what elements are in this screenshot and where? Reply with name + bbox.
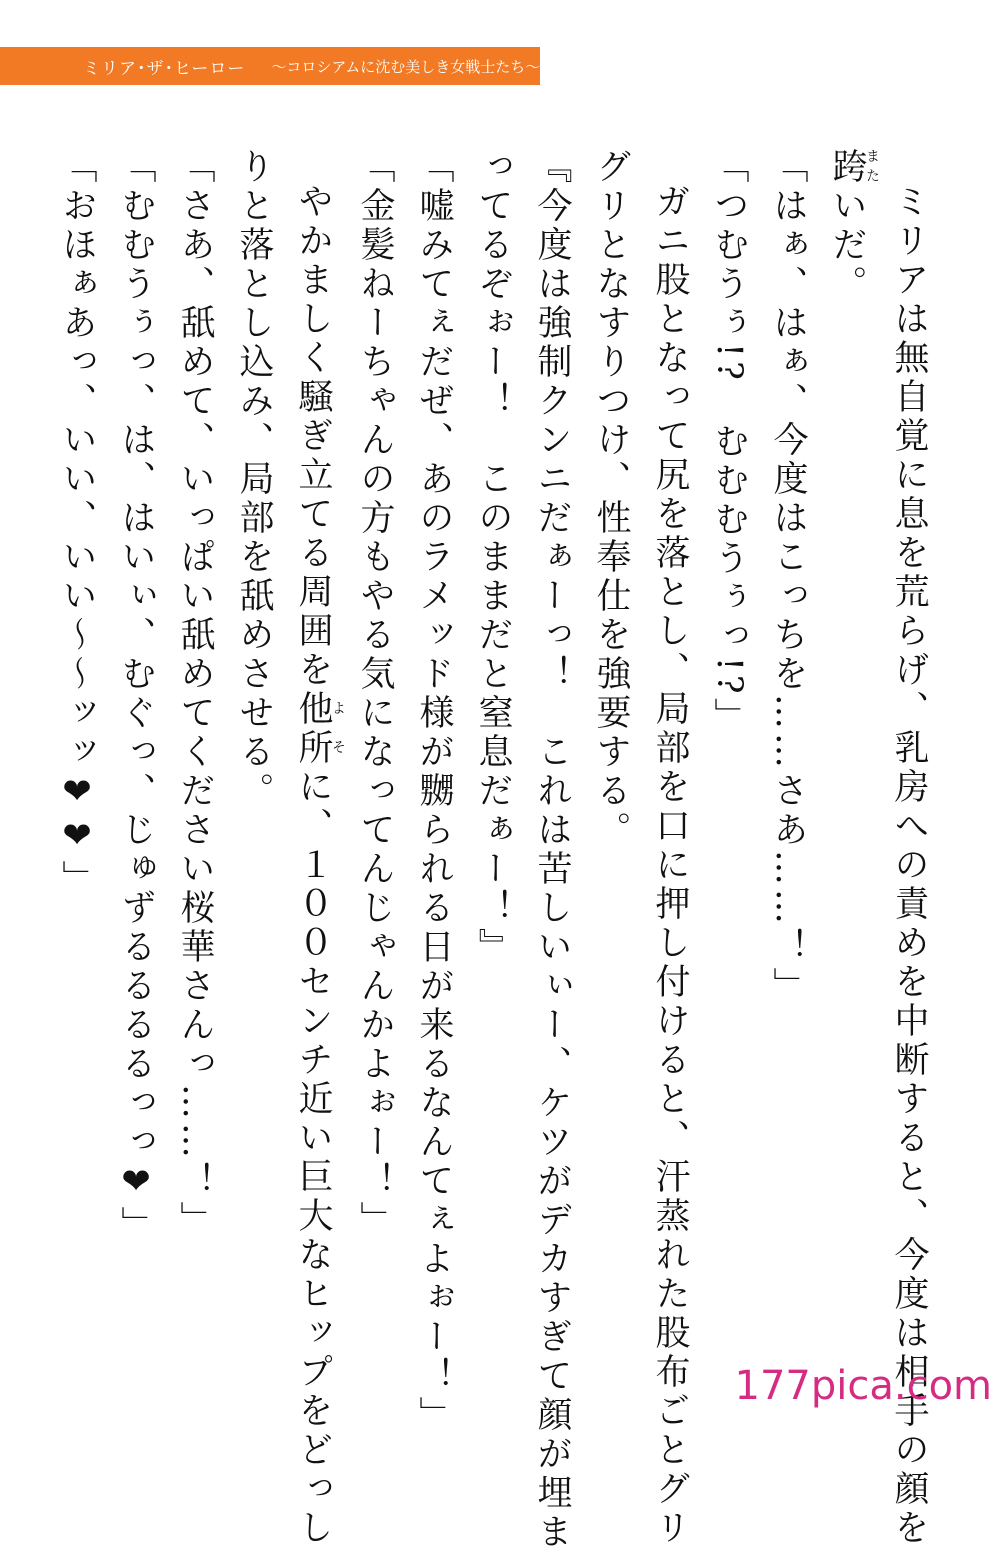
text-line: グリとなすりつけ、性奉仕を強要する。 bbox=[591, 148, 631, 850]
text-line: ガニ股となって尻を落とし、局部を口に押し付けると、汗蒸れた股布ごとグリ bbox=[650, 183, 690, 1548]
text-line: 「嘘みてぇだぜ、あのラメッド様が嬲られる日が来るなんてぇよぉー！」 bbox=[414, 148, 454, 1435]
text-line: りと落とし込み、局部を舐めさせる。 bbox=[234, 148, 274, 811]
text-line: 『今度は強制クンニだぁーっ！ これは苦しいぃー、ケツがデカすぎて顔が埋ま bbox=[532, 148, 572, 1552]
furigana-word: 跨また bbox=[827, 148, 880, 187]
text-line: 跨またいだ。 bbox=[827, 148, 880, 304]
text-line: 「おほぁあっ、いい、いい〜〜ッッ❤❤」 bbox=[57, 148, 97, 899]
furigana-reading: よそ bbox=[330, 690, 346, 768]
text-line: 「金髪ねーちゃんの方もやる気になってんじゃんかよぉー！」 bbox=[355, 148, 395, 1240]
text-line: やかましく騒ぎ立てる周囲を他所よそに、１００センチ近い巨大なヒップをどっし bbox=[293, 183, 346, 1548]
running-header bbox=[0, 47, 540, 85]
book-title: ミリア･ザ･ヒーロー bbox=[83, 58, 246, 79]
watermark: 177pica.com bbox=[734, 1363, 992, 1409]
text-line: 「さあ、舐めて、いっぱい舐めてください桜華さんっ……！」 bbox=[175, 148, 215, 1240]
text-line: 「つむうぅ!? むむむうぅっ!?」 bbox=[709, 148, 749, 737]
text-line: ってるぞぉー！ このままだと窒息だぁー！』 bbox=[473, 148, 513, 967]
text-line: ミリアは無自覚に息を荒らげ、乳房への責めを中断すると、今度は相手の顔を bbox=[889, 183, 929, 1548]
book-subtitle: 〜コロシアムに沈む美しき女戦士たち〜 bbox=[271, 57, 541, 76]
text-line: 「むむうぅっ、は、はいぃ、むぐっ、じゅずるるるるっっ❤」 bbox=[116, 148, 156, 1245]
furigana-reading: また bbox=[864, 148, 880, 187]
text-line: 「はぁ、はぁ、今度はこっちを……さあ……！」 bbox=[768, 148, 808, 1006]
furigana-word: 他所よそ bbox=[293, 690, 346, 768]
